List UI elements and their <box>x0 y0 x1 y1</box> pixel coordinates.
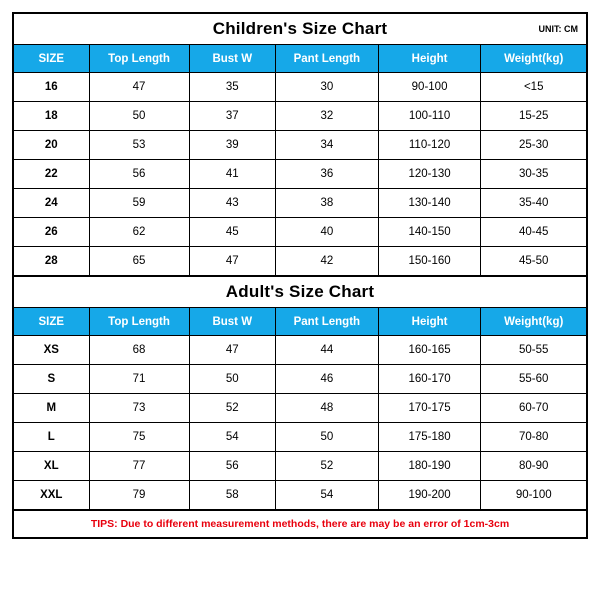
table-row <box>14 189 586 218</box>
cell-top-length: 77 <box>89 452 189 481</box>
cell-size: 22 <box>14 160 89 189</box>
cell-bust-w: 47 <box>189 336 275 365</box>
table-row <box>14 247 586 276</box>
cell-size: M <box>14 394 89 423</box>
cell-size: 26 <box>14 218 89 247</box>
children-col-bust-w: Bust W <box>189 45 275 73</box>
cell-pant-length: 42 <box>275 247 378 276</box>
table-row <box>14 481 586 510</box>
cell-size: XS <box>14 336 89 365</box>
cell-weight: 30-35 <box>481 160 586 189</box>
cell-weight: 25-30 <box>481 131 586 160</box>
cell-bust-w: 41 <box>189 160 275 189</box>
cell-weight: 15-25 <box>481 102 586 131</box>
cell-bust-w: 47 <box>189 247 275 276</box>
table-row <box>14 131 586 160</box>
table-row <box>14 73 586 102</box>
cell-pant-length: 38 <box>275 189 378 218</box>
cell-weight: 35-40 <box>481 189 586 218</box>
cell-pant-length: 46 <box>275 365 378 394</box>
cell-size: S <box>14 365 89 394</box>
adult-table-body <box>14 336 586 510</box>
adult-size-table <box>14 307 586 509</box>
cell-bust-w: 43 <box>189 189 275 218</box>
adult-size-chart-panel <box>12 277 588 511</box>
cell-pant-length: 44 <box>275 336 378 365</box>
cell-size: 24 <box>14 189 89 218</box>
cell-size: XL <box>14 452 89 481</box>
adult-col-weight: Weight(kg) <box>481 308 586 336</box>
cell-weight: 90-100 <box>481 481 586 510</box>
cell-height: 90-100 <box>378 73 481 102</box>
cell-pant-length: 50 <box>275 423 378 452</box>
cell-pant-length: 48 <box>275 394 378 423</box>
cell-bust-w: 39 <box>189 131 275 160</box>
cell-height: 100-110 <box>378 102 481 131</box>
cell-top-length: 62 <box>89 218 189 247</box>
cell-height: 160-170 <box>378 365 481 394</box>
adult-col-pant-length: Pant Length <box>275 308 378 336</box>
adult-table-head <box>14 308 586 336</box>
table-row <box>14 423 586 452</box>
tips-note: TIPS: Due to different measurement methods, there are may be an error of 1cm-3cm <box>12 511 588 539</box>
cell-bust-w: 35 <box>189 73 275 102</box>
cell-top-length: 59 <box>89 189 189 218</box>
cell-weight: 80-90 <box>481 452 586 481</box>
children-size-table <box>14 44 586 275</box>
children-header-row <box>14 45 586 73</box>
children-table-head <box>14 45 586 73</box>
cell-bust-w: 56 <box>189 452 275 481</box>
cell-bust-w: 45 <box>189 218 275 247</box>
cell-size: 16 <box>14 73 89 102</box>
adult-col-size: SIZE <box>14 308 89 336</box>
cell-size: 28 <box>14 247 89 276</box>
children-col-height: Height <box>378 45 481 73</box>
cell-weight: 55-60 <box>481 365 586 394</box>
children-table-body <box>14 73 586 276</box>
children-col-top-length: Top Length <box>89 45 189 73</box>
adult-header-row <box>14 308 586 336</box>
cell-top-length: 68 <box>89 336 189 365</box>
adult-title-row <box>14 277 586 307</box>
cell-pant-length: 30 <box>275 73 378 102</box>
cell-height: 160-165 <box>378 336 481 365</box>
table-row <box>14 365 586 394</box>
unit-label: UNIT: CM <box>538 24 578 34</box>
cell-height: 140-150 <box>378 218 481 247</box>
cell-weight: 70-80 <box>481 423 586 452</box>
cell-top-length: 53 <box>89 131 189 160</box>
table-row <box>14 218 586 247</box>
cell-bust-w: 52 <box>189 394 275 423</box>
table-row <box>14 394 586 423</box>
cell-bust-w: 54 <box>189 423 275 452</box>
adult-col-bust-w: Bust W <box>189 308 275 336</box>
cell-top-length: 71 <box>89 365 189 394</box>
table-row <box>14 160 586 189</box>
adult-col-height: Height <box>378 308 481 336</box>
cell-weight: 60-70 <box>481 394 586 423</box>
adult-chart-title: Adult's Size Chart <box>225 282 375 301</box>
cell-height: 130-140 <box>378 189 481 218</box>
cell-top-length: 56 <box>89 160 189 189</box>
cell-top-length: 79 <box>89 481 189 510</box>
cell-pant-length: 54 <box>275 481 378 510</box>
cell-pant-length: 40 <box>275 218 378 247</box>
cell-pant-length: 52 <box>275 452 378 481</box>
cell-weight: 45-50 <box>481 247 586 276</box>
children-col-size: SIZE <box>14 45 89 73</box>
cell-pant-length: 34 <box>275 131 378 160</box>
cell-height: 110-120 <box>378 131 481 160</box>
cell-bust-w: 58 <box>189 481 275 510</box>
cell-size: XXL <box>14 481 89 510</box>
cell-size: L <box>14 423 89 452</box>
cell-top-length: 75 <box>89 423 189 452</box>
children-col-weight: Weight(kg) <box>481 45 586 73</box>
cell-bust-w: 50 <box>189 365 275 394</box>
cell-size: 20 <box>14 131 89 160</box>
table-row <box>14 336 586 365</box>
adult-col-top-length: Top Length <box>89 308 189 336</box>
cell-pant-length: 32 <box>275 102 378 131</box>
cell-size: 18 <box>14 102 89 131</box>
children-size-chart-panel <box>12 12 588 277</box>
cell-pant-length: 36 <box>275 160 378 189</box>
cell-height: 120-130 <box>378 160 481 189</box>
children-col-pant-length: Pant Length <box>275 45 378 73</box>
cell-top-length: 47 <box>89 73 189 102</box>
cell-height: 170-175 <box>378 394 481 423</box>
cell-top-length: 73 <box>89 394 189 423</box>
cell-height: 175-180 <box>378 423 481 452</box>
table-row <box>14 102 586 131</box>
cell-weight: <15 <box>481 73 586 102</box>
cell-weight: 40-45 <box>481 218 586 247</box>
cell-weight: 50-55 <box>481 336 586 365</box>
table-row <box>14 452 586 481</box>
cell-height: 190-200 <box>378 481 481 510</box>
children-title-row <box>14 14 586 44</box>
children-chart-title: Children's Size Chart <box>212 19 388 38</box>
cell-top-length: 50 <box>89 102 189 131</box>
cell-bust-w: 37 <box>189 102 275 131</box>
cell-top-length: 65 <box>89 247 189 276</box>
cell-height: 150-160 <box>378 247 481 276</box>
cell-height: 180-190 <box>378 452 481 481</box>
